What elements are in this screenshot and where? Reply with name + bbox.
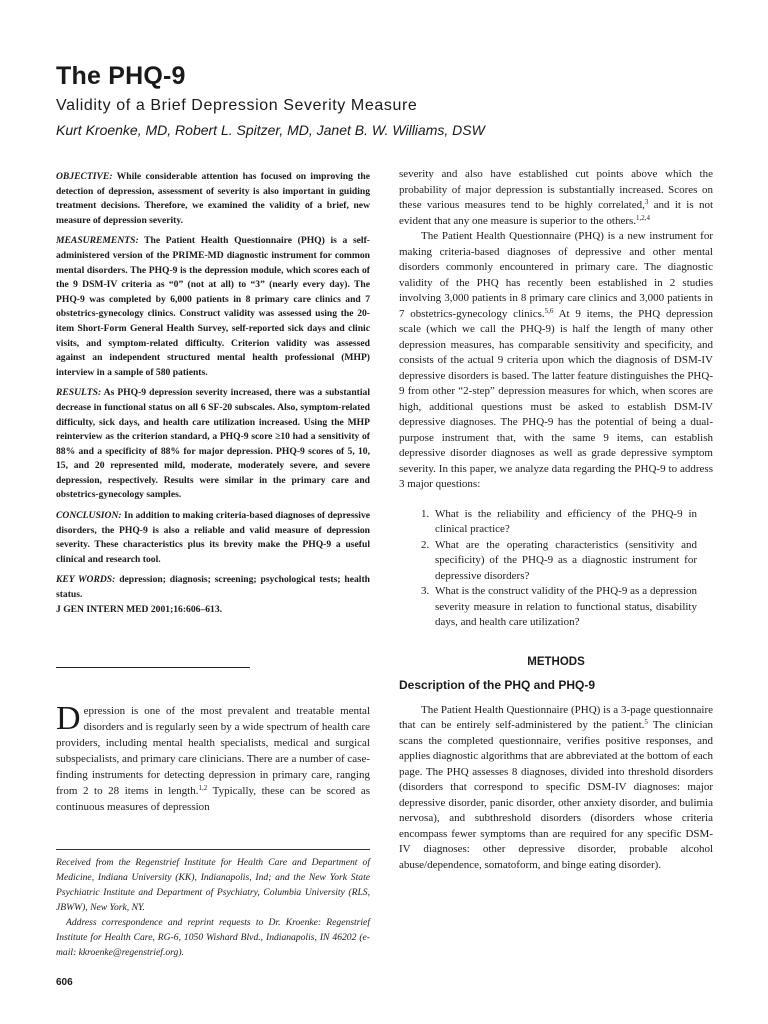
measurements-text: The Patient Health Questionnaire (PHQ) is a self-administered version of the PRIME-MD diagnostic instrument for common mental disorders. The PHQ-9 is the depression module, which scores each of the 9 DSM-IV criteria as “0” (not at all) to “3” (nearly every day). The PHQ-9 was completed by 6,000 patients in 8 primary care clinics and 7 obstetrics-gynecology clinics. Construct validity was assessed using the 20-item Short-Form General Health Survey, self-reported sick days and clinic visits, and symptom-related difficulty. Criterion validity was assessed against an independent structured mental health professional (MHP) interview in a sample of 580 patients. xyxy=(56,235,370,378)
body-paragraph-2 xyxy=(399,229,713,493)
list-number: 1. xyxy=(421,507,430,520)
journal-citation: J GEN INTERN MED 2001;16:606–613. xyxy=(56,603,223,615)
list-item xyxy=(399,538,713,585)
introduction-paragraph xyxy=(56,700,371,815)
list-text: What is the construct validity of the PHQ-9 as a depression severity measure in relation to functional status, disability days, and health care utilization? xyxy=(435,585,697,628)
list-text: What is the reliability and efficiency of the PHQ-9 in clinical practice? xyxy=(435,507,697,535)
body-paragraph-3 xyxy=(399,703,713,874)
intro-ref: 1,2 xyxy=(198,784,208,792)
conclusion-label: CONCLUSION: xyxy=(56,510,122,522)
objective-label: OBJECTIVE: xyxy=(56,171,113,182)
page-number: 606 xyxy=(56,977,73,988)
footnote-received: Received from the Regenstrief Institute for Health Care and Department of Medicine, Indiana University (KK), Indianapolis, Ind; and the New York State Psychiatric Institute and Department of Psychiatry, Columbia University (RLS, JBWW), New York, NY. xyxy=(56,857,370,913)
measurements-label: MEASUREMENTS: xyxy=(56,235,139,247)
p3-text: The Patient Health Questionnaire (PHQ) is a 3-page questionnaire that can be entirely self-administered by the patient. xyxy=(399,703,713,731)
section-heading-methods: METHODS xyxy=(527,655,585,668)
footnote xyxy=(56,855,370,960)
p2-ref: 5,6 xyxy=(544,306,554,315)
list-number: 3. xyxy=(421,585,430,597)
subsection-heading: Description of the PHQ and PHQ-9 xyxy=(399,678,596,692)
footnote-divider xyxy=(56,849,370,850)
abstract-conclusion xyxy=(56,509,370,567)
conclusion-text: In addition to making criteria-based diagnoses of depressive disorders, the PHQ-9 is also a reliable and valid measure of depression severity. These characteristics plus its brevity make the PHQ-9 a useful clinical and research tool. xyxy=(56,510,371,565)
p1-text-cont: and it is not evident that any one measure is superior to the others. xyxy=(399,199,713,227)
right-column xyxy=(399,167,713,873)
p1-ref-1: 3 xyxy=(644,198,649,206)
keywords-label: KEY WORDS: xyxy=(56,574,116,586)
list-item xyxy=(399,507,713,538)
abstract-objective xyxy=(56,170,370,228)
p3-text-cont: The clinician scans the completed questionnaire, verifies positive responses, and applies diagnostic algorithms that are abbreviated at the bottom of each page. The PHQ assesses 8 diagnoses, divided into threshold disorders (disorders that correspond to specific DSM-IV diagnoses: major depressive disorder, panic disorder, other anxiety disorder, and bulimia nervosa), and subthreshold disorders (disorders whose criteria encompass fewer symptoms than are required for any specific DSM-IV diagnoses: other depressive disorder, probable alcohol abuse/dependence, somatoform, and binge eating disorder). xyxy=(399,719,714,871)
intro-text-cont: Typically, these can be scored as continuous measures of depression xyxy=(56,785,371,813)
article-authors: Kurt Kroenke, MD, Robert L. Spitzer, MD, Janet B. W. Williams, DSW xyxy=(56,122,485,138)
drop-cap: D xyxy=(56,700,81,737)
results-label: RESULTS: xyxy=(56,387,102,399)
p1-ref-2: 1,2,4 xyxy=(636,213,651,222)
questions-list xyxy=(399,507,713,631)
p2-text: The Patient Health Questionnaire (PHQ) is a new instrument for making criteria-based diagnoses of depressive and other mental disorders commonly encountered in primary care. The diagnostic validity of the PHQ has recently been established in 2 studies involving 3,000 patients in 8 primary care clinics and 3,000 patients in 7 obstetrics-gynecology clinics. xyxy=(399,230,713,320)
body-paragraph-1 xyxy=(399,167,713,229)
footnote-address: Address correspondence and reprint requests to Dr. Kroenke: Regenstrief Institute for Health Care, RG-6, 1050 Wishard Blvd., Indianapolis, IN 46202 (e-mail: kkroenke@regenstrief.org). xyxy=(56,917,370,958)
abstract-divider xyxy=(56,667,250,668)
list-item xyxy=(399,584,713,631)
p2-text-cont: At 9 items, the PHQ depression scale (which we call the PHQ-9) is half the length of many other depression measures, has comparable sensitivity and specificity, and consists of the actual 9 criteria upon which the diagnosis of DSM-IV depressive disorders is based. The latter feature distinguishes the PHQ-9 from other “2-step” depression measures for which, when scores are high, additional questions must be asked to establish DSM-IV depressive diagnoses. The PHQ-9 has the potential of being a dual-purpose instrument that, with the same 9 items, can establish depressive disorder diagnoses as well as grade depressive symptom severity. In this paper, we analyze data regarding the PHQ-9 to address 3 major questions: xyxy=(399,307,713,490)
article-subtitle: Validity of a Brief Depression Severity Measure xyxy=(56,97,418,114)
intro-text: epression is one of the most prevalent and treatable mental disorders and is regularly seen by a wide spectrum of health care providers, including mental health specialists, medical and surgical subspecialists, and primary care clinicians. There are a number of case-finding instruments for detecting depression in primary care, ranging from 2 to 28 items in length. xyxy=(56,705,370,797)
abstract-keywords xyxy=(56,573,370,602)
article-title: The PHQ-9 xyxy=(56,62,186,90)
objective-text: While considerable attention has focused on improving the detection of depression, assessment of severity is also important in guiding treatment decisions. Therefore, we examined the validity of a brief, new measure of depression severity. xyxy=(56,171,370,226)
keywords-text: depression; diagnosis; screening; psychological tests; health status. xyxy=(56,574,371,601)
abstract-results xyxy=(56,386,370,503)
p1-text: severity and also have established cut points above which the probability of major depression is substantially increased. Scores on these various measures tend to be highly correlated, xyxy=(399,168,713,211)
list-number: 2. xyxy=(421,538,430,551)
p3-ref: 5 xyxy=(644,718,648,726)
list-text: What are the operating characteristics (sensitivity and specificity) of the PHQ-9 as a diagnostic instrument for depressive disorders? xyxy=(435,538,697,582)
abstract xyxy=(56,170,370,617)
abstract-measurements xyxy=(56,234,370,380)
results-text: As PHQ-9 depression severity increased, there was a substantial decrease in functional status on all 6 SF-20 subscales. Also, symptom-related difficulty, sick days, and health care utilization increased. Using the MHP reinterview as the criterion standard, a PHQ-9 score ≥10 had a sensitivity of 88% and a specificity of 88% for major depression. PHQ-9 scores of 5, 10, 15, and 20 represented mild, moderate, moderately severe, and severe depression, respectively. Results were similar in the primary care and obstetrics-gynecology samples. xyxy=(56,387,370,501)
